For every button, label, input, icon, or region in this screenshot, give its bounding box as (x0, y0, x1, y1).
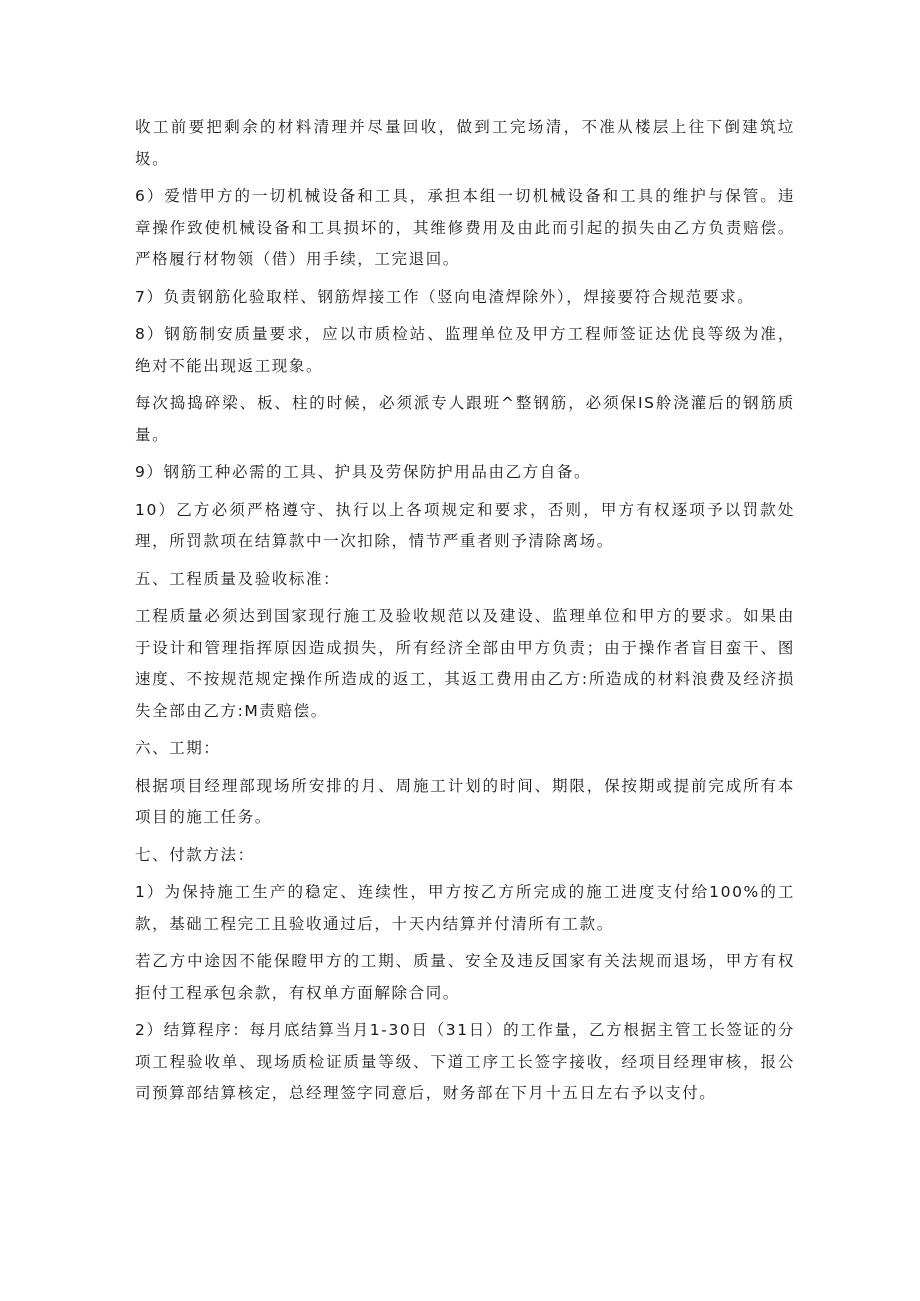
paragraph-payment-2: 2）结算程序：每月底结算当月1-30日（31日）的工作量，乙方根据主管工长签证的分项工程验收单、现场质检证质量等级、下道工序工长签字接收，经项目经理审核，报公司预算部结算核定，总经理签字同意后，财务部在下月十五日左右予以支付。 (135, 1021, 795, 1102)
paragraph-item-7: 7）负责钢筋化验取样、钢筋焊接工作（竖向电渣焊除外），焊接要符合规范要求。 (135, 287, 755, 306)
paragraph-cleanup: 收工前要把剩余的材料清理并尽量回收，做到工完场清，不准从楼层上往下倒建筑垃圾。 (135, 118, 795, 168)
paragraph-payment-1: 1）为保持施工生产的稳定、连续性，甲方按乙方所完成的施工进度支付给100%的工款，基础工程完工且验收通过后，十天内结算并付清所有工款。 (135, 883, 795, 933)
paragraph-withdrawal: 若乙方中途因不能保瞪甲方的工期、质量、安全及违反国家有关法规而退场，甲方有权拒付工程承包余款，有权单方面解除合同。 (135, 952, 795, 1002)
paragraph-quality-standard: 工程质量必须达到国家现行施工及验收规范以及建设、监理单位和甲方的要求。如果由于设计和管理指挥原因造成损失，所有经济全部由甲方负责；由于操作者盲目蛮干、图速度、不按规范规定操作所造成的返工，其返工费用由乙方:所造成的材料浪费及经济损失全部由乙方:M责赔偿。 (135, 607, 795, 720)
paragraph-item-10: 10）乙方必须严格遵守、执行以上各项规定和要求，否则，甲方有权逐项予以罚款处理，所罚款项在结算款中一次扣除，情节严重者则予清除离场。 (135, 500, 795, 550)
paragraph-schedule: 根据项目经理部现场所安排的月、周施工计划的时间、期限，保按期或提前完成所有本项目的施工任务。 (135, 776, 795, 826)
paragraph-item-8: 8）钢筋制安质量要求，应以市质检站、监理单位及甲方工程师签证达优良等级为准，绝对不能出现返工现象。 (135, 325, 795, 375)
section-heading-quality: 五、工程质量及验收标准： (135, 569, 341, 588)
section-heading-schedule: 六、工期： (135, 739, 221, 757)
paragraph-item-6: 6）爱惜甲方的一切机械设备和工具，承担本组一切机械设备和工具的维护与保管。违章操作致使机械设备和工具损坏的，其维修费用及由此而引起的损失由乙方负责赔偿。严格履行材物领（借）用手续，工完退回。 (135, 187, 795, 268)
paragraph-item-9: 9）钢筋工种必需的工具、护具及劳保防护用品由乙方自备。 (135, 463, 592, 481)
paragraph-rebar-quality: 每次捣捣碎梁、板、柱的时候，必须派专人跟班^整钢筋，必须保IS舲浇灌后的钢筋质量。 (135, 394, 795, 444)
section-heading-payment: 七、付款方法： (135, 845, 255, 864)
document-body (135, 112, 795, 1116)
